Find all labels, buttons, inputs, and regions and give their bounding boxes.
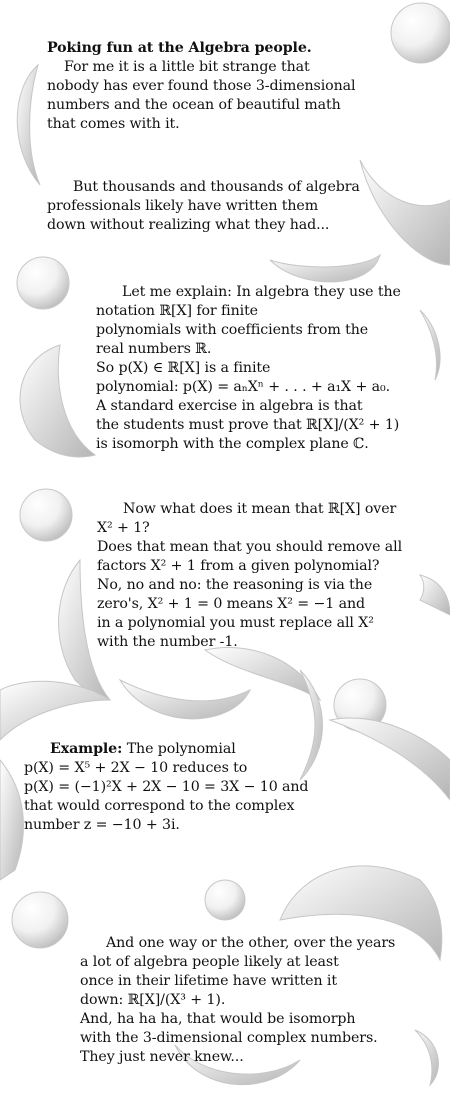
crescent-shape xyxy=(360,160,450,265)
text-line: A standard exercise in algebra is that xyxy=(96,398,363,414)
text-line: professionals likely have written them xyxy=(47,198,319,214)
text-line: Does that mean that you should remove all xyxy=(97,539,403,555)
text-line: They just never knew... xyxy=(80,1049,244,1065)
page-title: Poking fun at the Algebra people. xyxy=(47,40,312,56)
crescent-shape xyxy=(330,718,450,800)
example-label: Example: xyxy=(50,741,123,757)
paragraph-conclusion xyxy=(80,934,395,1067)
text-line: numbers and the ocean of beautiful math xyxy=(47,97,341,113)
text-line: polynomial: p(X) = aₙXⁿ + . . . + a₁X + a₀. xyxy=(96,379,390,395)
text-line: p(X) = (−1)²X + 2X − 10 = 3X − 10 and xyxy=(24,779,309,795)
text-line: Now what does it mean that ℝ[X] over xyxy=(123,501,397,517)
text-line: So p(X) ∈ ℝ[X] is a finite xyxy=(96,360,271,376)
text-line: with the 3-dimensional complex numbers. xyxy=(80,1030,378,1046)
text-line: real numbers ℝ. xyxy=(96,341,212,357)
text-line: polynomials with coefficients from the xyxy=(96,322,369,338)
text-line: p(X) = X⁵ + 2X − 10 reduces to xyxy=(24,760,248,776)
text-line: in a polynomial you must replace all X² xyxy=(97,615,374,631)
crescent-shape xyxy=(17,65,40,185)
text-line: And, ha ha ha, that would be isomorph xyxy=(80,1011,356,1027)
text-line: No, no and no: the reasoning is via the xyxy=(97,577,373,593)
text-line: But thousands and thousands of algebra xyxy=(73,179,360,195)
intro-paragraph xyxy=(47,39,355,134)
text-line: And one way or the other, over the years xyxy=(106,935,396,951)
bubble-shape xyxy=(17,257,69,309)
bubble-shape xyxy=(205,880,245,920)
text-line: For me it is a little bit strange that xyxy=(64,59,310,75)
text-line: X² + 1? xyxy=(97,520,150,536)
crescent-shape xyxy=(420,575,450,615)
text-line: the students must prove that ℝ[X]/(X² + 1) xyxy=(96,417,400,433)
bubble-shape xyxy=(391,3,450,63)
text-line: down: ℝ[X]/(X³ + 1). xyxy=(80,992,226,1008)
text-line: factors X² + 1 from a given polynomial? xyxy=(97,558,380,574)
text-fragment: The polynomial xyxy=(126,741,236,757)
paragraph-example xyxy=(24,740,308,835)
paragraph-professionals xyxy=(47,178,360,235)
crescent-shape xyxy=(270,255,380,282)
bubble-shape xyxy=(12,892,68,948)
text-line: that would correspond to the complex xyxy=(24,798,295,814)
crescent-shape xyxy=(120,680,250,719)
text-line: down without realizing what they had... xyxy=(47,217,330,233)
text-line: a lot of algebra people likely at least xyxy=(80,954,339,970)
paragraph-meaning xyxy=(97,500,402,652)
bubble-shape xyxy=(20,489,72,541)
text-line: notation ℝ[X] for finite xyxy=(96,303,258,319)
text-line: with the number -1. xyxy=(97,634,238,650)
text-line: zero's, X² + 1 = 0 means X² = −1 and xyxy=(97,596,365,612)
text-line xyxy=(24,740,308,759)
text-line: Let me explain: In algebra they use the xyxy=(122,284,401,300)
text-line: is isomorph with the complex plane ℂ. xyxy=(96,436,369,452)
paragraph-explanation xyxy=(96,283,401,454)
crescent-shape xyxy=(415,1030,438,1085)
text-line: number z = −10 + 3i. xyxy=(24,817,180,833)
text-line: that comes with it. xyxy=(47,116,180,132)
text-line: nobody has ever found those 3-dimensional xyxy=(47,78,356,94)
crescent-shape xyxy=(420,310,440,380)
crescent-shape xyxy=(0,760,23,880)
crescent-shape xyxy=(20,345,95,457)
text-line: once in their lifetime have written it xyxy=(80,973,337,989)
